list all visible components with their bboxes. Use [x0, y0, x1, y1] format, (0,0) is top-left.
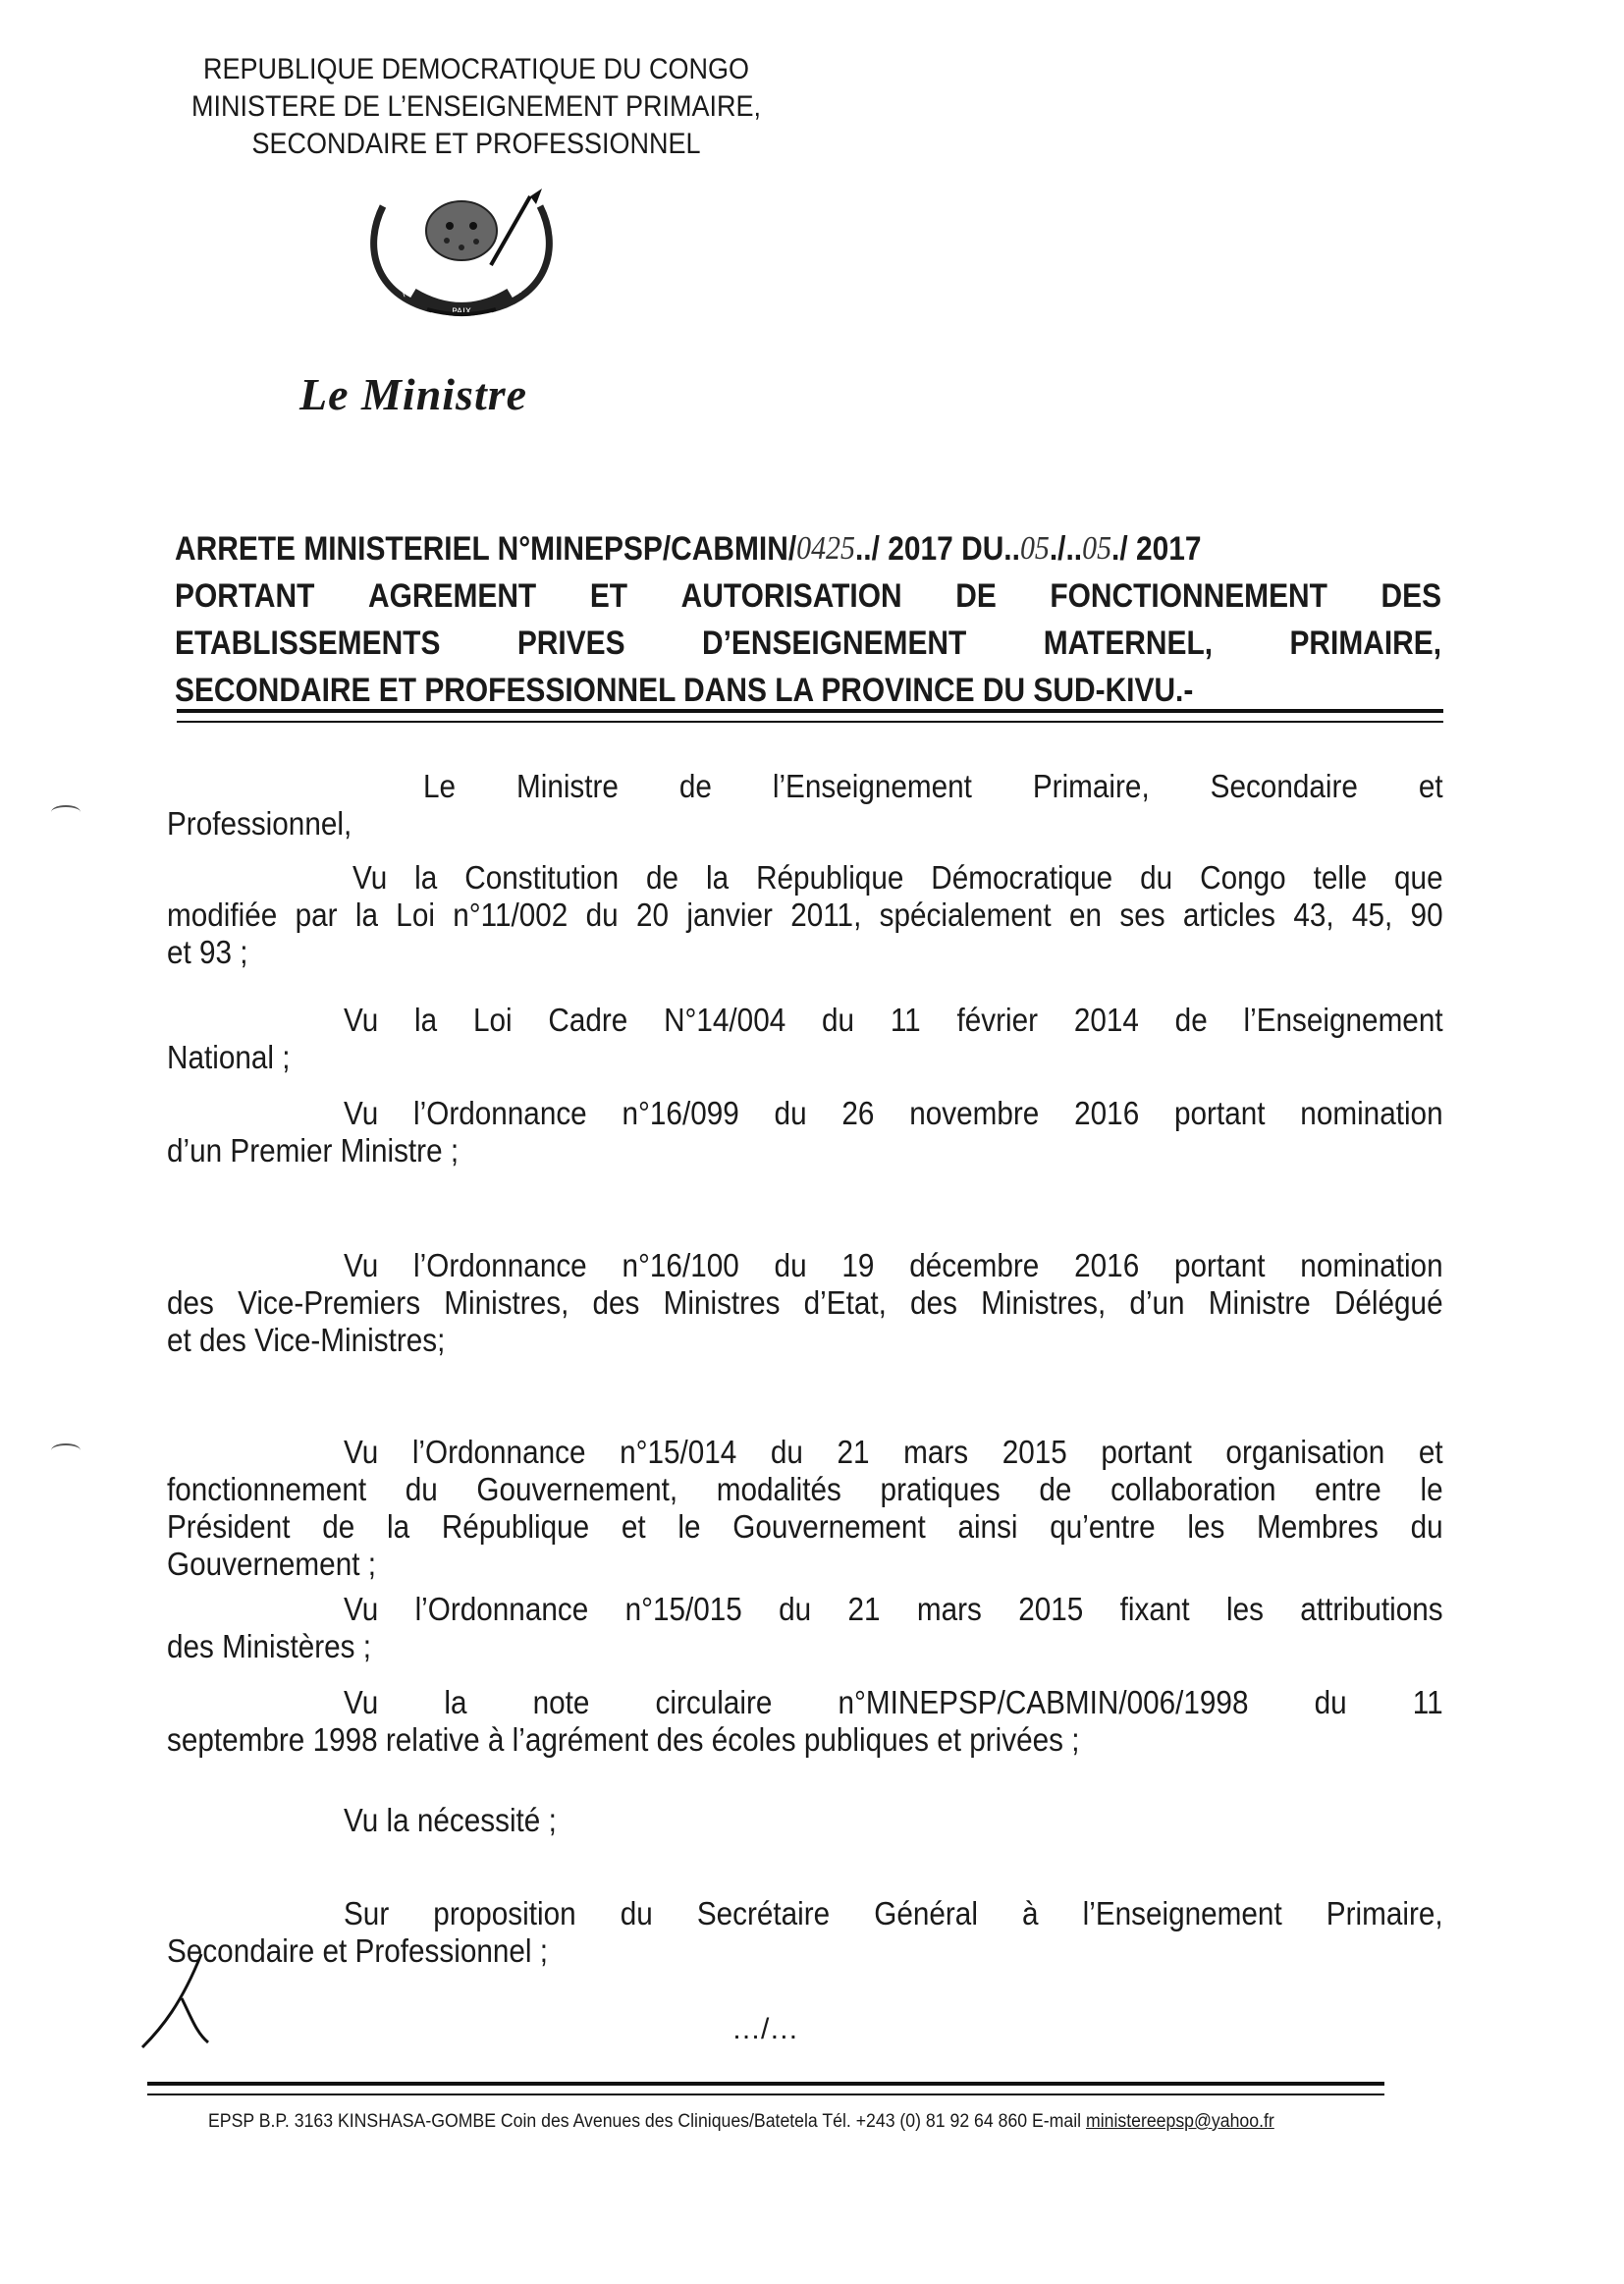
word: DE: [955, 577, 997, 615]
considerant-premier-ministre: [167, 1095, 1443, 1169]
considerant-line: Vu la nécessité ;: [344, 1802, 557, 1838]
considerant-line: des Ministères ;: [167, 1628, 371, 1664]
considerant-line: Vu l’Ordonnance n°15/015 du 21 mars 2015 fixant les attributions: [344, 1591, 1443, 1627]
considerant-line: Gouvernement ;: [167, 1546, 376, 1582]
word: AGREMENT: [367, 577, 537, 615]
considerant-attributions: [167, 1591, 1443, 1665]
footer-rule: [147, 2082, 1384, 2086]
svg-text:PAIX: PAIX: [452, 307, 471, 317]
scan-margin-mark: [51, 805, 81, 819]
footer-email-link[interactable]: ministereepsp@yahoo.fr: [1085, 2111, 1274, 2132]
considerant-line: Sur proposition du Secrétaire Général à l’Enseignement Primaire,: [344, 1895, 1443, 1931]
word: PORTANT: [175, 577, 315, 615]
considerant-loi-cadre: [167, 1002, 1443, 1076]
word: PRIVES: [516, 625, 625, 662]
considerant-necessite: [167, 1802, 1443, 1839]
word: FONCTIONNEMENT: [1050, 577, 1327, 615]
considerant-line: des Vice-Premiers Ministres, des Ministres d’Etat, des Ministres, d’un Ministre Délégué: [167, 1284, 1443, 1321]
word: AUTORISATION: [680, 577, 902, 615]
considerant-line: d’un Premier Ministre ;: [167, 1132, 460, 1169]
word: ET: [589, 577, 628, 615]
title-rule-thin: [177, 721, 1443, 723]
decree-ref-year: ../ 2017 DU..: [854, 530, 1020, 568]
decree-handwritten-month: 05: [1082, 530, 1112, 567]
decree-number-line: [175, 525, 1441, 572]
decree-subject-line-2: [175, 620, 1441, 667]
considerant-circulaire: [167, 1684, 1443, 1759]
preamble-line: Le Ministre de l’Enseignement Primaire, Secondaire et: [423, 768, 1443, 804]
considerant-gouvernement: [167, 1247, 1443, 1359]
preamble-line: Professionnel,: [167, 805, 352, 842]
considerant-line: modifiée par la Loi n°11/002 du 20 janvier 2011, spécialement en ses articles 43, 45, 90: [167, 897, 1443, 933]
svg-text:TRAVAIL: TRAVAIL: [514, 258, 536, 297]
svg-text:JUSTICE: JUSTICE: [390, 262, 411, 299]
word: D’ENSEIGNEMENT: [701, 625, 967, 662]
minister-title: Le Ministre: [299, 369, 528, 419]
considerant-line: fonctionnement du Gouvernement, modalités pratiques de collaboration entre le: [167, 1471, 1443, 1507]
considerant-constitution: [167, 859, 1443, 971]
decree-title: [175, 525, 1442, 714]
considerant-line: Président de la République et le Gouvernement ainsi qu’entre les Membres du: [167, 1508, 1443, 1545]
decree-ref-sep: ./..: [1049, 530, 1083, 568]
decree-subject-end: SECONDAIRE ET PROFESSIONNEL DANS LA PROVINCE DU SUD-KIVU.-: [175, 672, 1194, 709]
considerant-line: Secondaire et Professionnel ;: [167, 1932, 548, 1969]
considerant-line: septembre 1998 relative à l’agrément des écoles publiques et privées ;: [167, 1721, 1080, 1758]
considerant-line: Vu l’Ordonnance n°16/100 du 19 décembre 2016 portant nomination: [344, 1247, 1443, 1283]
considerant-line: Vu la note circulaire n°MINEPSP/CABMIN/006/1998 du 11: [344, 1684, 1443, 1720]
decree-handwritten-day: 05: [1019, 530, 1050, 567]
title-rule: [177, 709, 1443, 713]
word: ETABLISSEMENTS: [175, 625, 441, 662]
decree-ref-year-end: ./ 2017: [1111, 530, 1202, 568]
scan-margin-mark: [51, 1443, 81, 1457]
decree-ref-prefix: ARRETE MINISTERIEL N°MINEPSP/CABMIN/: [175, 530, 797, 568]
letterhead-ministry-cont: SECONDAIRE ET PROFESSIONNEL: [251, 128, 701, 160]
decree-handwritten-number: 0425: [796, 530, 855, 567]
considerant-line: Vu la Constitution de la République Démocratique du Congo telle que: [352, 859, 1443, 896]
footer-rule-thin: [147, 2094, 1384, 2095]
footer-address-text: EPSP B.P. 3163 KINSHASA-GOMBE Coin des Avenues des Cliniques/Batetela Tél. +243 (0) 81 92 64 860 E-mail: [208, 2111, 1086, 2132]
letterhead-country: REPUBLIQUE DEMOCRATIQUE DU CONGO: [202, 53, 750, 85]
letterhead: [167, 51, 785, 163]
initials-signature: [137, 1949, 236, 2057]
word: PRIMAIRE,: [1289, 625, 1442, 662]
word: MATERNEL,: [1043, 625, 1214, 662]
considerant-line: et 93 ;: [167, 934, 248, 970]
congo-coat-of-arms-icon: [353, 187, 569, 324]
considerant-line: Vu l’Ordonnance n°16/099 du 26 novembre 2016 portant nomination: [344, 1095, 1443, 1131]
continuation-mark: …/…: [731, 2013, 799, 2045]
considerant-line: Vu la Loi Cadre N°14/004 du 11 février 2014 de l’Enseignement: [344, 1002, 1443, 1038]
considerant-line: National ;: [167, 1039, 291, 1075]
decree-subject-line-3: [175, 667, 1441, 714]
decree-subject-line-1: [175, 572, 1441, 620]
letterhead-ministry: MINISTERE DE L’ENSEIGNEMENT PRIMAIRE,: [190, 90, 762, 123]
considerant-organisation: [167, 1434, 1443, 1583]
preamble-minister: [167, 768, 1443, 843]
considerant-proposition: [167, 1895, 1443, 1970]
considerant-line: et des Vice-Ministres;: [167, 1322, 446, 1358]
footer-address: [208, 2111, 1274, 2133]
considerant-line: Vu l’Ordonnance n°15/014 du 21 mars 2015 portant organisation et: [344, 1434, 1443, 1470]
word: DES: [1380, 577, 1442, 615]
